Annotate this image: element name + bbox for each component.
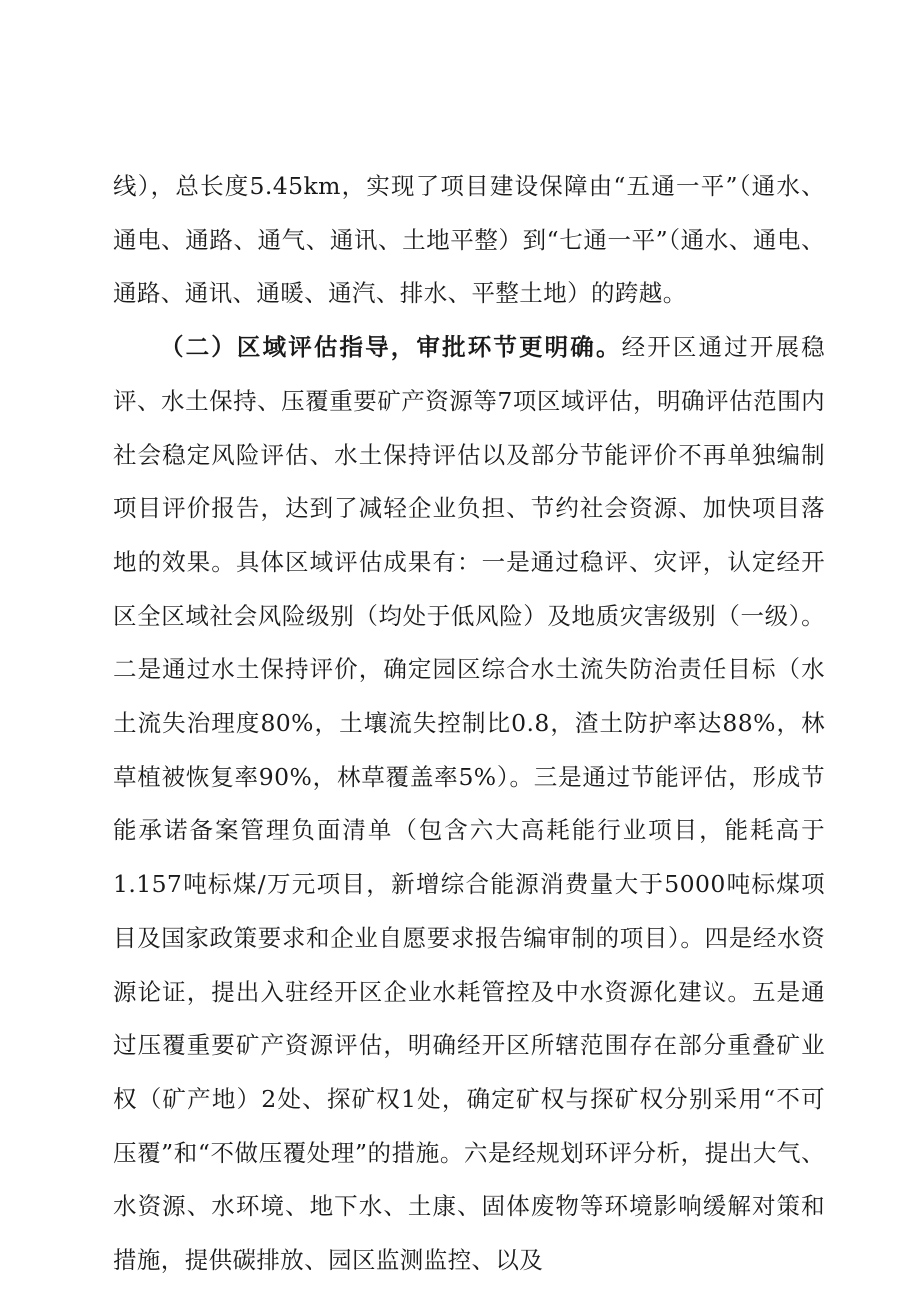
paragraph-continuation: 线），总长度5.45km，实现了项目建设保障由“五通一平”（通水、通电、通路、通气、通讯、土地平整）到“七通一平”（通水、通电、通路、通讯、通暖、通汽、排水、平整土地）的跨越。 <box>113 172 825 308</box>
section-heading: （二）区域评估指导，审批环节更明确。 <box>160 333 622 362</box>
paragraph-regional-assessment <box>113 321 825 1288</box>
body-text <box>113 160 825 1288</box>
section-body: 经开区通过开展稳评、水土保持、压覆重要矿产资源等7项区域评估，明确评估范围内社会稳定风险评估、水土保持评估以及部分节能评价不再单独编制项目评价报告，达到了减轻企业负担、节约社会资源、加快项目落地的效果。具体区域评估成果有：一是通过稳评、灾评，认定经开区全区域社会风险级别（均处于低风险）及地质灾害级别（一级）。二是通过水土保持评价，确定园区综合水土流失防治责任目标（水土流失治理度80%，土壤流失控制比0.8，渣土防护率达88%，林草植被恢复率90%，林草覆盖率5%）。三是通过节能评估，形成节能承诺备案管理负面清单（包含六大高耗能行业项目，能耗高于1.157吨标煤/万元项目，新增综合能源消费量大于5000吨标煤项目及国家政策要求和企业自愿要求报告编审制的项目）。四是经水资源论证，提出入驻经开区企业水耗管控及中水资源化建议。五是通过压覆重要矿产资源评估，明确经开区所辖范围存在部分重叠矿业权（矿产地）2处、探矿权1处，确定矿权与探矿权分别采用“不可压覆”和“不做压覆处理”的措施。六是经规划环评分析，提出大气、水资源、水环境、地下水、土康、固体废物等环境影响缓解对策和措施，提供碳排放、园区监测监控、以及 <box>113 333 825 1275</box>
